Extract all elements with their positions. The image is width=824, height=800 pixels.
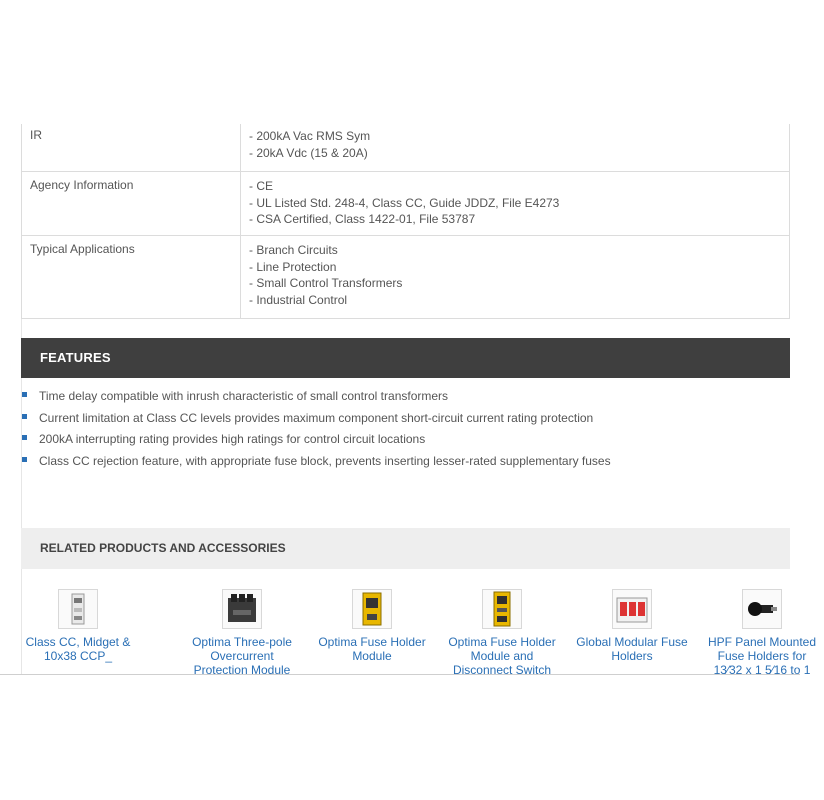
spec-value-line: - Industrial Control (249, 292, 348, 307)
spec-value-line: - Line Protection (249, 259, 337, 274)
product-label[interactable]: HPF Panel Mounted Fuse Holders for 13⁄32 x 1 5⁄16 to 1 (707, 635, 817, 677)
panel-mount-holder-icon[interactable] (742, 589, 782, 629)
features-header: FEATURES (21, 338, 790, 378)
spec-table (21, 124, 790, 319)
bullet-icon (22, 392, 27, 397)
spec-key: Typical Applications (22, 236, 241, 319)
spec-row-applications (22, 236, 790, 319)
spec-value (241, 236, 790, 319)
three-pole-module-icon[interactable] (222, 589, 262, 629)
spec-value-line: - UL Listed Std. 248-4, Class CC, Guide JDDZ, File E4273 (249, 195, 560, 210)
feature-text: Time delay compatible with inrush characteristic of small control transformers (39, 389, 449, 403)
related-product[interactable] (440, 589, 564, 677)
modular-holder-icon[interactable] (612, 589, 652, 629)
spec-key: Agency Information (22, 172, 241, 236)
product-label[interactable]: Optima Fuse Holder Module and Disconnect Switch (448, 635, 556, 677)
feature-text: 200kA interrupting rating provides high ratings for control circuit locations (39, 432, 426, 446)
yellow-fuse-module-icon[interactable] (352, 589, 392, 629)
product-detail (21, 124, 817, 681)
spec-value-line: - CE (249, 179, 273, 193)
feature-item (21, 453, 800, 475)
feature-item (21, 431, 800, 453)
spec-row-ir (22, 124, 790, 172)
spec-value (241, 172, 790, 236)
spec-value-line: - CSA Certified, Class 1422-01, File 53787 (249, 212, 476, 226)
related-product[interactable] (570, 589, 694, 663)
related-product[interactable] (310, 589, 434, 663)
bullet-icon (22, 414, 27, 419)
feature-text: Current limitation at Class CC levels provides maximum component short-circuit current rating protection (39, 410, 594, 425)
product-label[interactable]: Global Modular Fuse Holders (576, 635, 688, 663)
product-label[interactable]: Optima Three-pole Overcurrent Protection Module (192, 635, 292, 677)
related-product[interactable] (700, 589, 824, 677)
product-label[interactable]: Optima Fuse Holder Module (318, 635, 426, 663)
spec-key: IR (22, 124, 241, 172)
spec-value-line: - 200kA Vac RMS Sym (249, 129, 371, 143)
bullet-icon (22, 457, 27, 462)
feature-item (21, 388, 800, 410)
related-product[interactable] (180, 589, 304, 677)
spec-row-agency (22, 172, 790, 236)
spec-value-line: - Small Control Transformers (249, 276, 403, 290)
spec-value-line: - Branch Circuits (249, 243, 338, 257)
feature-item (21, 410, 800, 432)
related-product[interactable] (16, 589, 140, 663)
product-label[interactable]: Class CC, Midget & 10x38 CCP_ (25, 635, 131, 663)
din-fuse-holder-icon[interactable] (58, 589, 98, 629)
yellow-disconnect-icon[interactable] (482, 589, 522, 629)
feature-text: Class CC rejection feature, with appropriate fuse block, prevents inserting lesser-rated supplementary fuses (39, 453, 611, 468)
spec-value (241, 124, 790, 172)
related-header: RELATED PRODUCTS AND ACCESSORIES (21, 528, 790, 569)
related-products (21, 589, 817, 681)
bullet-icon (22, 435, 27, 440)
spec-value-line: - 20kA Vdc (15 & 20A) (249, 145, 368, 160)
features-list (21, 388, 800, 474)
